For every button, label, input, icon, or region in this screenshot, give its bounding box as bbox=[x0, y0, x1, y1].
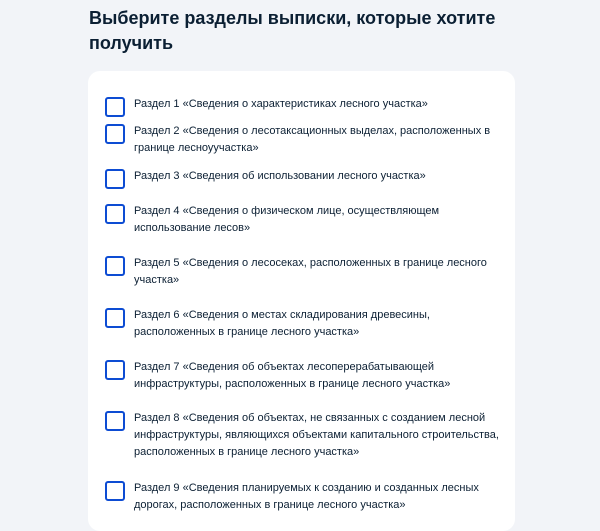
section-9-label: Раздел 9 «Сведения планируемых к созданию и созданных лесных дорогах, расположенных в границе лесного участка» bbox=[134, 482, 479, 511]
section-3-label: Раздел 3 «Сведения об использовании лесного участка» bbox=[134, 170, 426, 182]
section-5-label: Раздел 5 «Сведения о лесосеках, расположенных в границе лесного участка» bbox=[134, 257, 487, 286]
section-5-checkbox[interactable] bbox=[105, 256, 125, 276]
sections-card bbox=[88, 71, 515, 531]
section-8-label: Раздел 8 «Сведения об объектах, не связанных с созданием лесной инфраструктуры, являющихся объектами капитального строительства, расположенных в границе лесного участка» bbox=[134, 412, 499, 458]
section-2-label: Раздел 2 «Сведения о лесотаксационных выделах, расположенных в границе лесноуучастка» bbox=[134, 125, 491, 154]
section-6-checkbox[interactable] bbox=[105, 308, 125, 328]
section-1-checkbox[interactable] bbox=[105, 97, 125, 117]
section-9-checkbox[interactable] bbox=[105, 481, 125, 501]
page-title: Выберите разделы выписки, которые хотите получить bbox=[89, 8, 496, 53]
section-1-label: Раздел 1 «Сведения о характеристиках лесного участка» bbox=[134, 98, 428, 110]
section-7-checkbox[interactable] bbox=[105, 360, 125, 380]
section-6-label: Раздел 6 «Сведения о местах складирования древесины, расположенных в границе лесного участка» bbox=[134, 309, 430, 338]
section-4-label: Раздел 4 «Сведения о физическом лице, осуществляющем использование лесов» bbox=[134, 205, 440, 234]
section-7-label: Раздел 7 «Сведения об объектах лесоперерабатывающей инфраструктуры, расположенных в границе лесного участка» bbox=[134, 361, 451, 390]
section-8-checkbox[interactable] bbox=[105, 411, 125, 431]
section-3-checkbox[interactable] bbox=[105, 169, 125, 189]
section-4-checkbox[interactable] bbox=[105, 204, 125, 224]
section-2-checkbox[interactable] bbox=[105, 124, 125, 144]
